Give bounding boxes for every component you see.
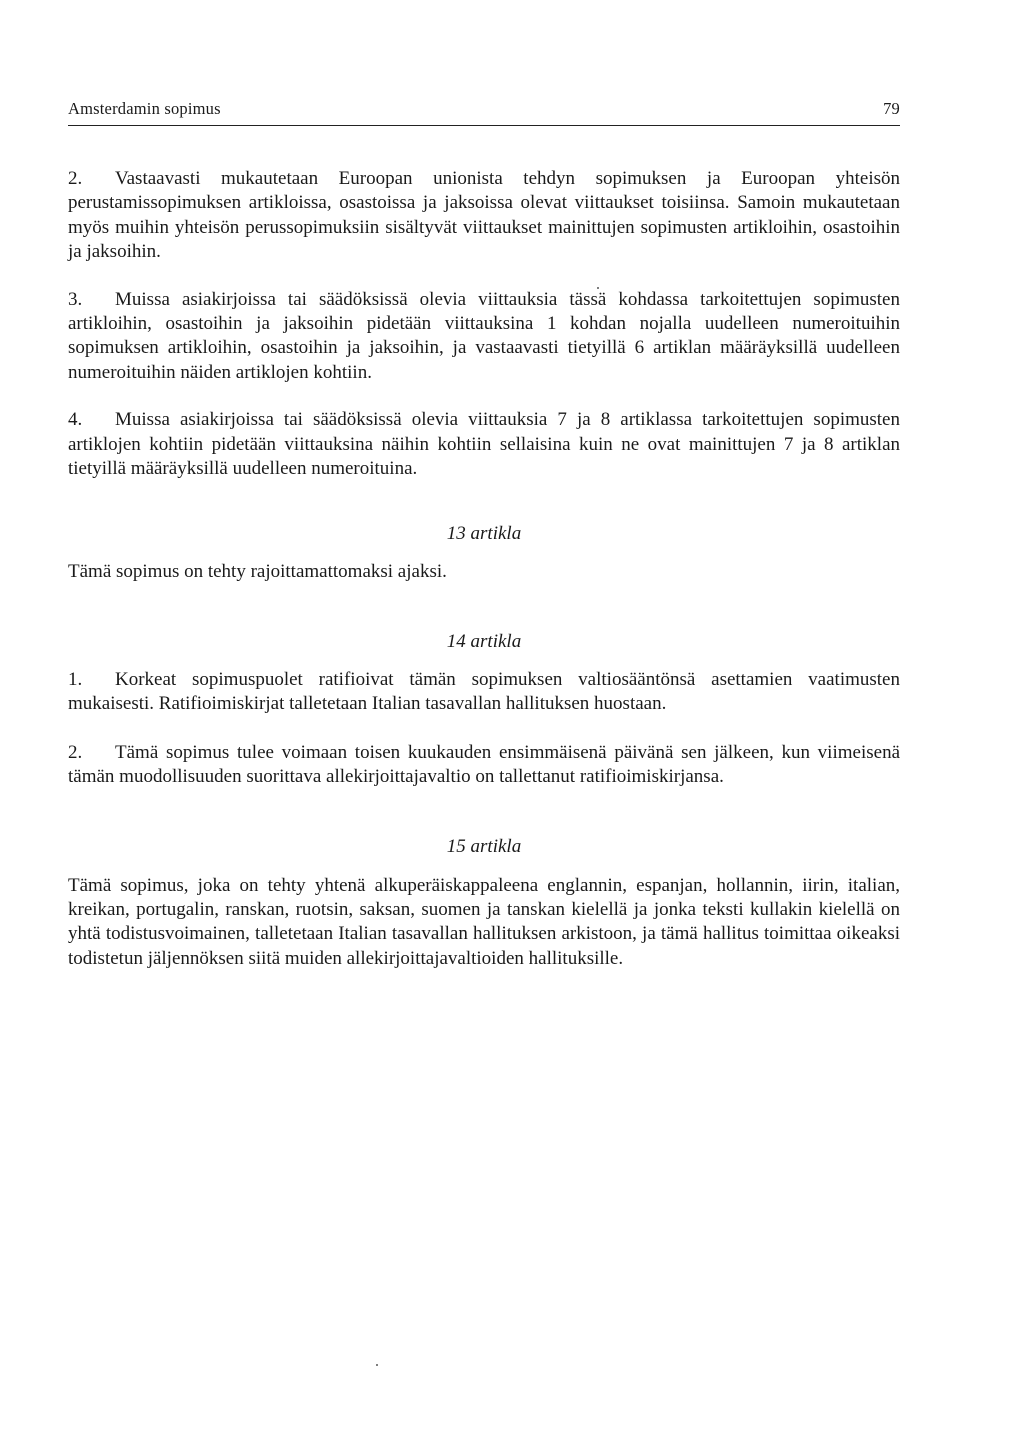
scan-speck xyxy=(376,1364,378,1366)
paragraph-4 xyxy=(68,408,900,481)
paragraph-text: Muissa asiakirjoissa tai säädöksissä olevia viittauksia 7 ja 8 artiklassa tarkoitettujen sopimusten artiklojen kohtiin pidetään viittauksina näihin kohtiin sellaisina kuin ne ovat mainittujen 7 ja 8 artiklan tietyillä määräyksillä uudelleen numeroituina. xyxy=(68,409,900,480)
article-14-heading: 14 artikla xyxy=(446,630,522,652)
paragraph-number: 3. xyxy=(68,288,83,310)
article-14-paragraph-1 xyxy=(68,668,900,717)
paragraph-number: 2. xyxy=(68,741,83,763)
paragraph-3 xyxy=(68,288,900,386)
document-body xyxy=(68,167,900,971)
paragraph-text: Korkeat sopimuspuolet ratifioivat tämän sopimuksen valtiosääntönsä asettamien vaatimusten mukaisesti. Ratifioimiskirjat talletetaan Italian tasavallan hallituksen huostaan. xyxy=(68,668,900,715)
article-13-heading: 13 artikla xyxy=(446,523,522,545)
article-15-heading: 15 artikla xyxy=(446,835,522,857)
header-title: Amsterdamin sopimus xyxy=(68,99,221,118)
page-number: 79 xyxy=(883,99,900,118)
paragraph-text: Tämä sopimus tulee voimaan toisen kuukauden ensimmäisenä päivänä sen jälkeen, kun viimeisenä tämän muodollisuuden suorittava allekirjoittajavaltio on tallettanut ratifioimiskirjansa. xyxy=(68,741,900,788)
scan-speck xyxy=(597,287,599,289)
article-13-text: Tämä sopimus on tehty rajoittamattomaksi ajaksi. xyxy=(68,561,447,583)
article-14-paragraph-2 xyxy=(68,741,900,790)
paragraph-2 xyxy=(68,167,900,265)
paragraph-number: 1. xyxy=(68,668,83,690)
header-rule xyxy=(68,125,900,126)
article-15-text: Tämä sopimus, joka on tehty yhtenä alkuperäiskappaleena englannin, espanjan, hollannin, iirin, italian, kreikan, portugalin, ranskan, ruotsin, saksan, suomen ja tanskan kielellä ja jonka teksti kullakin kielellä on yhtä todistusvoimainen, talletetaan Italian tasavallan hallituksen arkistoon, ja tämä hallitus toimittaa oikeaksi todistetun jäljennöksen siitä muiden allekirjoittajavaltioiden hallituksille. xyxy=(68,874,900,969)
paragraph-number: 4. xyxy=(68,409,83,431)
running-header xyxy=(68,99,900,123)
paragraph-text: Muissa asiakirjoissa tai säädöksissä olevia viittauksia tässä kohdassa tarkoitettujen sopimusten artikloihin, osastoihin ja jaksoihin pidetään viittauksina 1 kohdan nojalla uudelleen numeroituihin sopimuksen artikloihin, osastoihin ja jaksoihin, ja vastaavasti tietyillä 6 artiklan määräyksillä uudelleen numeroituihin näiden artiklojen kohtiin. xyxy=(68,288,900,383)
paragraph-number: 2. xyxy=(68,168,83,189)
paragraph-text: Vastaavasti mukautetaan Euroopan unionista tehdyn sopimuksen ja Euroopan yhteisön perustamissopimuksen artikloissa, osastoissa ja jaksoissa olevat viittaukset toisiinsa. Samoin mukautetaan myös muihin yhteisön perussopimuksiin sisältyvät viittaukset mainittujen sopimusten artikloihin, osastoihin ja jaksoihin. xyxy=(68,168,900,263)
